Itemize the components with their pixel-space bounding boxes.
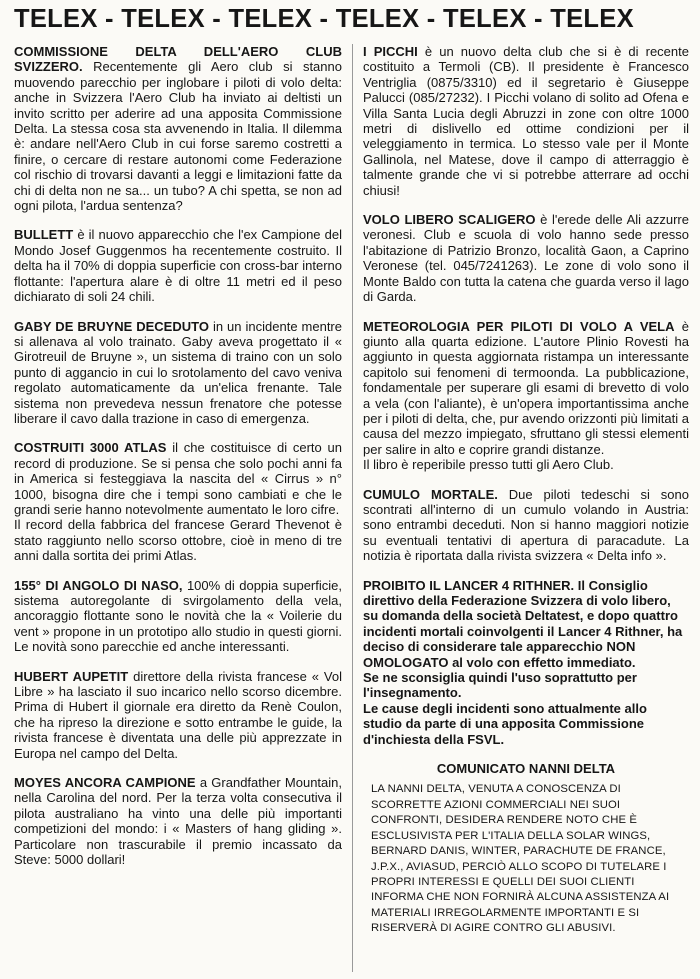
lancer-paragraph-1: PROIBITO IL LANCER 4 RITHNER. Il Consiglio direttivo della Federazione Svizzera di volo libero, su domanda della società Deltatest, e dopo quattro incidenti mortali coinvolgenti il Lancer 4 Rithner, ha deciso di considerare tale apparecchio NON OMOLOGATO al volo con effetto immediato. (363, 577, 683, 670)
news-item-commissione-delta (14, 44, 342, 213)
comunicato-title: COMUNICATO NANNI DELTA (436, 761, 616, 777)
news-item-gaby-de-bruyne (14, 319, 342, 427)
news-item-cumulo-mortale (363, 487, 689, 564)
item-body: è l'erede delle Ali azzurre veronesi. Club e scuola di volo hanno sede presso l'abitazione di Patrizio Bronzo, località Gaon, a Caprino Veronese (tel. 045/7241263). Le zone di volo sono il Monte Baldo con tutta la catena che guarda verso il lago di Garda. (363, 212, 689, 305)
news-item-bullett (14, 227, 342, 304)
item-heading: 155° DI ANGOLO DI NASO, (14, 577, 183, 593)
item-body: a Grandfather Mountain, nella Carolina del nord. Per la terza volta consecutiva il pilota australiano ha vinto una delle più importanti competizioni del mondo: i « Masters of hang gliding ». Particolare non trascurabile il premio incassato da Steve: 5000 dollari! (14, 775, 342, 868)
comunicato-body: LA NANNI DELTA, VENUTA A CONOSCENZA DI SCORRETTE AZIONI COMMERCIALI NEI SUOI CONFRONTI, DESIDERA RENDERE NOTO CHE È ESCLUSIVISTA PER L'ITALIA DELLA SOLAR WINGS, BERNARD DANIS, WINTER, PARACHUTE DE FRANCE, J.P.X., AVIASUD, PERCIÒ ALLO SCOPO DI TUTELARE I PROPRI INTERESSI E QUELLI DEI SUOI CLIENTI INFORMA CHE NON FORNIRÀ ALCUNA ASSISTENZA AI MATERIALI IRREGOLARMENTE IMPORTANTI E SI RISERVERÀ DI AGIRE CONTRO GLI ABUSIVI. (371, 783, 670, 935)
item-heading: HUBERT AUPETIT (14, 668, 129, 684)
item-body: 100% di doppia superficie, sistema autoregolante di svirgolamento della vela, ancoraggio flottante sono le novità che la « Voilerie du vent » propone in un prototipo allo studio in questi giorni. Le novità sono parecchie ed anche interessanti. (14, 577, 342, 655)
news-item-lancer-rithner (363, 578, 689, 747)
item-body: il che costituisce di certo un record di produzione. Se si pensa che solo pochi anni fa in America si festeggiava la nascita del « Cirrus » n° 1000, bisogna dire che i tempi sono cambiati e che le grandi serie hanno notevolmente aumentato le loro cifre. (14, 440, 342, 517)
item-body: in un incidente mentre si allenava al volo trainato. Gaby aveva progettato il « Girotreuil de Bruyne », un sistema di traino con un solo punto di aggancio in cui lo srotolamento del cavo veniva regolato automaticamente da un'elica frenante. Tale sistema non prevedeva nessun frenatore che potesse liberare il cavo dalla trazione in caso di emergenza. (14, 318, 342, 426)
item-body: è un nuovo delta club che si è di recente costituito a Termoli (CB). Il presidente è Francesco Ventriglia (0875/3310) ed il segretario è Giuseppe Palucci (085/27232). I Picchi volano di solito ad Ofena e Villa Santa Lucia degli Abruzzi in zone con oltre 1000 metri di dislivello ed ottime condizioni per il veleggiamento in termica. Lo stesso vale per il Monte Gallinola, nel Matese, dove il campo di atterraggio è talmente grande che vi si potrebbe atterrare ad occhi chiusi! (363, 44, 689, 198)
item-heading: COMMISSIONE DELTA DELL'AERO CLUB SVIZZERO. (14, 44, 342, 75)
right-column (363, 44, 689, 937)
lancer-paragraph-3: Le cause degli incidenti sono attualmente allo studio da parte di una apposita Commissione d'inchiesta della FSVL. (363, 700, 647, 747)
item-body: direttore della rivista francese « Vol Libre » ha lasciato il suo incarico nello scorso dicembre. Prima di Hubert il giornale era diretto da Renè Coulon, che ha ripreso la direzione e sotto entrambe le guide, la rivista francese è diventata una delle più apprezzate in Europa nel campo del Delta. (14, 668, 342, 761)
column-divider (352, 44, 353, 972)
item-heading: METEOROLOGIA PER PILOTI DI VOLO A VELA (363, 318, 675, 334)
news-item-meteorologia (363, 319, 689, 473)
left-column (14, 44, 342, 882)
item-heading: CUMULO MORTALE. (363, 486, 498, 502)
item-body: è il nuovo apparecchio che l'ex Campione del Mondo Josef Guggenmos ha recentemente costruito. Il delta ha il 70% di doppia superficie con cross-bar interno flottante: l'apertura alare è di oltre 11 metri ed il peso dichiarato di soli 24 chili. (14, 227, 342, 305)
news-item-angolo-di-naso (14, 578, 342, 655)
news-item-hubert-aupetit (14, 669, 342, 761)
item-body-continued: Il record della fabbrica del francese Gerard Thevenot è stato raggiunto nello scorso ottobre, cioè in meno di tre anni dalla sortita dei primi Atlas. (14, 517, 342, 564)
item-heading: MOYES ANCORA CAMPIONE (14, 775, 196, 791)
item-heading: GABY DE BRUYNE DECEDUTO (14, 318, 209, 334)
news-item-i-picchi (363, 44, 689, 198)
item-heading: COSTRUITI 3000 ATLAS (14, 440, 167, 456)
news-item-volo-libero-scaligero (363, 212, 689, 304)
item-heading: I PICCHI (363, 44, 418, 59)
item-heading: BULLETT (14, 227, 74, 243)
item-body: Due piloti tedeschi si sono scontrati all'interno di un cumulo volando in Austria: sono entrambi deceduti. Non si hanno maggiori notizie su eventuali tentativi di apertura di paracadute. La notizia è riportata dalla rivista svizzera « Delta info ». (363, 486, 689, 564)
item-body: Recentemente gli Aero club si stanno muovendo parecchio per inglobare i piloti di volo delta: anche in Svizzera l'Aero Club ha inviato ai deltisti un invito scritto per aderire ad una apposita Commissione Delta. La stessa cosa sta avvenendo in Italia. Il dilemma è: andare nell'Aero Club in cui forse saremo costretti a finire, o cercare di restare autonomi come Federazione col rischio di trovarsi davanti a leggi e limitazioni fatte da chi di delta non ne sa... un tubo? A chi spetta, se non ad ogni pilota, l'ardua sentenza? (14, 59, 342, 214)
item-heading: VOLO LIBERO SCALIGERO (363, 212, 536, 228)
lancer-paragraph-2: Se ne sconsiglia quindi l'uso soprattutto per l'insegnamento. (363, 670, 637, 701)
news-item-atlas (14, 440, 342, 563)
item-body: è giunto alla quarta edizione. L'autore Plinio Rovesti ha aggiunto in questa aggiornata ristampa un interessante capitolo sui fenomeni di termoonda. La pubblicazione, fondamentale per superare gli esami di brevetto di volo a vela (con l'aliante), è un'opera importantissima anche per i piloti di delta, che, pur avendo orizzonti più limitati a causa del mezzo impiegato, sfruttano gli stessi elementi per salire in alto e coprire grandi distanze. (363, 318, 689, 457)
item-body-continued: Il libro è reperibile presso tutti gli Aero Club. (363, 457, 614, 473)
masthead-title: TELEX - TELEX - TELEX - TELEX - TELEX - TELEX (14, 5, 634, 33)
news-item-moyes (14, 775, 342, 867)
